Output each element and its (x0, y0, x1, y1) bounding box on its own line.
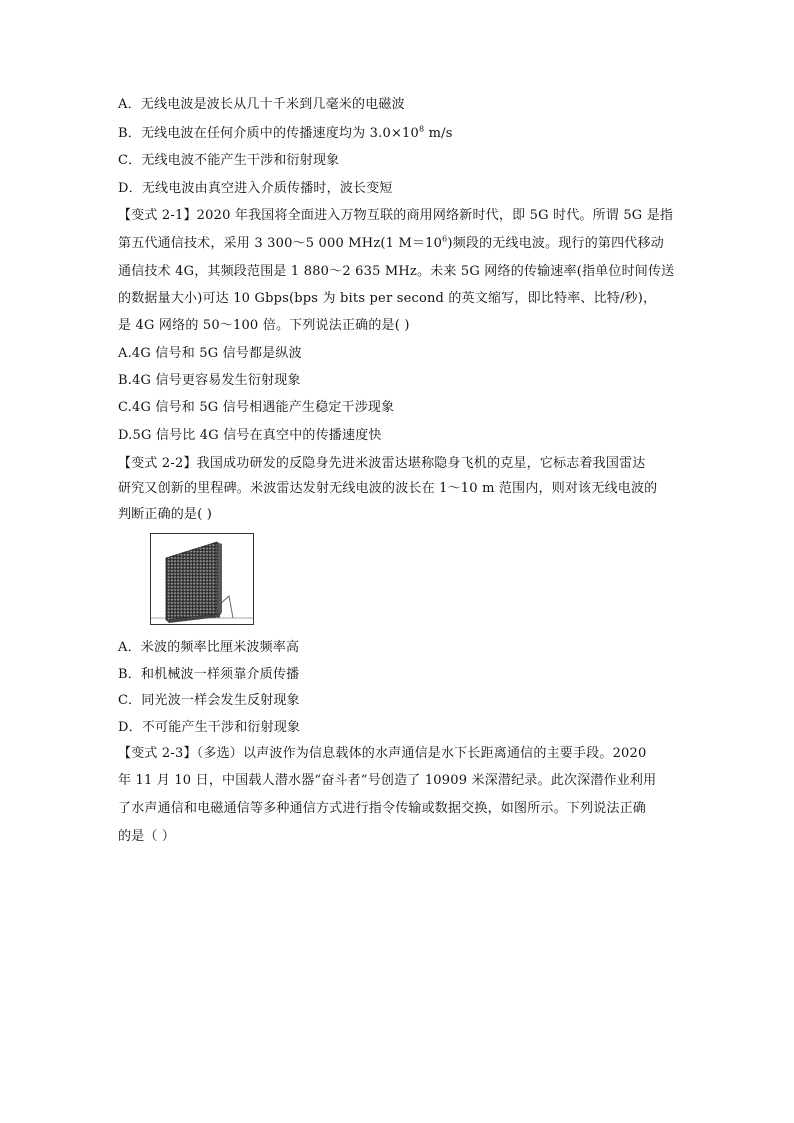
variant-2-1-exponent: 6 (442, 234, 448, 244)
variant-2-1-line: 的数据量大小)可达 10 Gbps(bps 为 bits per second 的英文缩写，即比特率、比特/秒)， (118, 291, 657, 306)
variant-2-1-option-b: B.4G 信号更容易发生衍射现象 (118, 373, 301, 388)
variant-2-1-line (118, 235, 678, 253)
variant-2-1-text-end: )频段的无线电波。现行的第四代移动 (447, 236, 664, 251)
option-c: C．无线电波不能产生干涉和衍射现象 (118, 153, 340, 168)
variant-2-1-line: 【变式 2-1】2020 年我国将全面进入万物互联的商用网络新时代，即 5G 时代。所谓 5G 是指 (118, 208, 674, 223)
variant-2-2-line: 判断正确的是( ) (118, 507, 213, 522)
variant-2-1-line: 是 4G 网络的 50～100 倍。下列说法正确的是( ) (118, 318, 410, 333)
option-a: A．无线电波是波长从几十千米到几毫米的电磁波 (118, 97, 405, 112)
option-b-text: B．无线电波在任何介质中的传播速度均为 3.0×10 (118, 126, 419, 141)
variant-2-1-line: 通信技术 4G，其频段范围是 1 880～2 635 MHz。未来 5G 网络的传输速率(指单位时间传送 (118, 264, 675, 279)
variant-2-1-text: 第五代通信技术，采用 3 300～5 000 MHz(1 M＝10 (118, 236, 443, 251)
variant-2-2-option-b: B．和机械波一样须靠介质传播 (118, 667, 300, 682)
variant-2-3-line: 的是（ ） (118, 829, 176, 844)
option-d: D．无线电波由真空进入介质传播时，波长变短 (118, 181, 393, 196)
option-b (118, 125, 678, 143)
variant-2-1-option-d: D.5G 信号比 4G 信号在真空中的传播速度快 (118, 428, 382, 443)
variant-2-1-option-c: C.4G 信号和 5G 信号相遇能产生稳定干涉现象 (118, 400, 395, 415)
variant-2-1-option-a: A.4G 信号和 5G 信号都是纵波 (118, 346, 302, 361)
variant-2-2-line: 研究又创新的里程碑。米波雷达发射无线电波的波长在 1～10 m 范围内，则对该无线电波的 (118, 481, 658, 496)
variant-2-3-line: 年 11 月 10 日，中国载人潜水器“奋斗者”号创造了 10909 米深潜纪录。此次深潜作业利用 (118, 773, 657, 788)
variant-2-2-line: 【变式 2-2】我国成功研发的反隐身先进米波雷达堪称隐身飞机的克星，它标志着我国雷达 (118, 456, 646, 471)
variant-2-2-option-c: C．同光波一样会发生反射现象 (118, 693, 300, 708)
variant-2-3-line: 了水声通信和电磁通信等多种通信方式进行指令传输或数据交换，如图所示。下列说法正确 (118, 801, 647, 816)
variant-2-3-line: 【变式 2-3】（多选）以声波作为信息载体的水声通信是水下长距离通信的主要手段。2020 (118, 746, 647, 761)
option-b-unit: m/s (424, 126, 453, 141)
variant-2-2-option-a: A．米波的频率比厘米波频率高 (118, 640, 300, 655)
radar-antenna-image (150, 533, 254, 625)
variant-2-2-option-d: D．不可能产生干涉和衍射现象 (118, 720, 301, 735)
option-b-exponent: 8 (419, 124, 425, 134)
